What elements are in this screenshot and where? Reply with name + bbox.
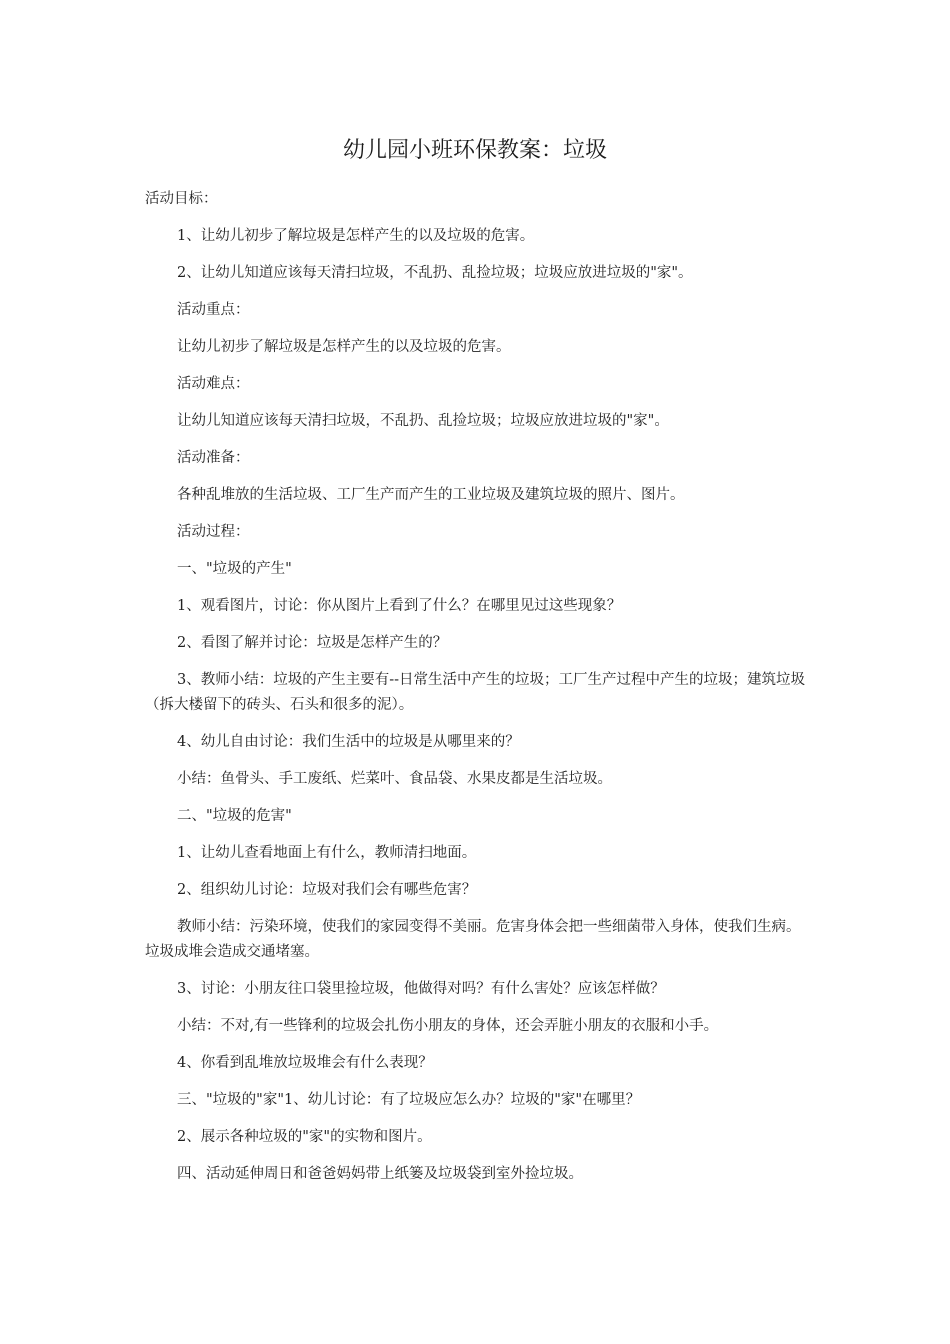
- subsection-heading: 二、"垃圾的危害": [177, 808, 292, 824]
- paragraph: 各种乱堆放的生活垃圾、工厂生产而产生的工业垃圾及建筑垃圾的照片、图片。: [177, 487, 685, 503]
- paragraph: 3、讨论：小朋友往口袋里捡垃圾，他做得对吗？有什么害处？应该怎样做？: [177, 981, 665, 997]
- paragraph: 2、让幼儿知道应该每天清扫垃圾，不乱扔、乱捡垃圾；垃圾应放进垃圾的"家"。: [177, 265, 693, 281]
- paragraph: 1、让幼儿初步了解垃圾是怎样产生的以及垃圾的危害。: [177, 228, 535, 244]
- document-title: 幼儿园小班环保教案：垃圾: [342, 138, 607, 163]
- paragraph: 教师小结：污染环境，使我们的家园变得不美丽。危害身体会把一些细菌带入身体，使我们生病。垃圾成堆会造成交通堵塞。: [145, 919, 801, 960]
- paragraph: 3、教师小结：垃圾的产生主要有--日常生活中产生的垃圾；工厂生产过程中产生的垃圾；建筑垃圾（拆大楼留下的砖头、石头和很多的泥）。: [145, 672, 806, 713]
- section-heading-preparation: 活动准备：: [177, 450, 250, 466]
- paragraph: 1、观看图片，讨论：你从图片上看到了什么？在哪里见过这些现象？: [177, 598, 622, 614]
- paragraph: 小结：不对,有一些锋利的垃圾会扎伤小朋友的身体，还会弄脏小朋友的衣服和小手。: [177, 1018, 719, 1034]
- paragraph: 4、幼儿自由讨论：我们生活中的垃圾是从哪里来的？: [177, 734, 520, 750]
- paragraph: 2、展示各种垃圾的"家"的实物和图片。: [177, 1129, 432, 1145]
- paragraph: 2、看图了解并讨论：垃圾是怎样产生的？: [177, 635, 448, 651]
- section-heading-process: 活动过程：: [177, 524, 250, 540]
- paragraph: 让幼儿初步了解垃圾是怎样产生的以及垃圾的危害。: [177, 339, 511, 355]
- paragraph: 让幼儿知道应该每天清扫垃圾，不乱扔、乱捡垃圾；垃圾应放进垃圾的"家"。: [177, 413, 669, 429]
- paragraph: 1、让幼儿查看地面上有什么，教师清扫地面。: [177, 845, 477, 861]
- paragraph: 四、活动延伸周日和爸爸妈妈带上纸篓及垃圾袋到室外捡垃圾。: [177, 1166, 583, 1182]
- paragraph: 2、组织幼儿讨论：垃圾对我们会有哪些危害？: [177, 882, 477, 898]
- section-heading-key-points: 活动重点：: [177, 302, 250, 318]
- paragraph: 小结：鱼骨头、手工废纸、烂菜叶、食品袋、水果皮都是生活垃圾。: [177, 771, 612, 787]
- section-heading-goals: 活动目标：: [145, 191, 218, 207]
- paragraph: 4、你看到乱堆放垃圾堆会有什么表现？: [177, 1055, 433, 1071]
- subsection-heading: 一、"垃圾的产生": [177, 561, 292, 577]
- section-heading-difficulties: 活动难点：: [177, 376, 250, 392]
- subsection-heading: 三、"垃圾的"家"1、幼儿讨论：有了垃圾应怎么办？垃圾的"家"在哪里？: [177, 1092, 641, 1108]
- document-body: [145, 187, 810, 1199]
